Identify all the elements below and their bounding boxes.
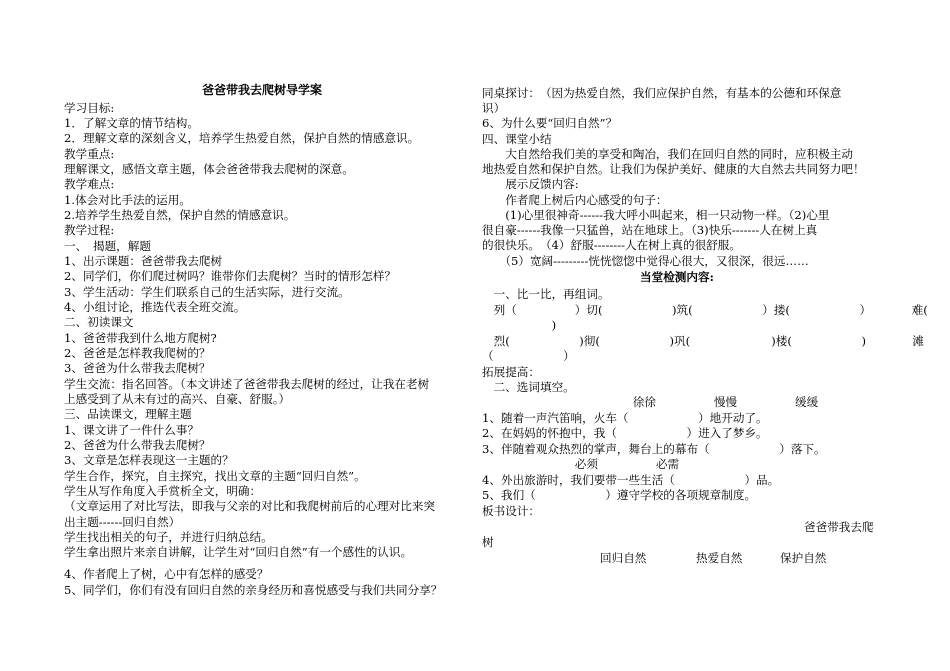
board-title-cont: 树 <box>482 535 494 549</box>
left-line: 一、 揭题，解题 <box>64 239 151 253</box>
test-line: 拓展提高： <box>482 365 540 379</box>
left-line: 教学重点: <box>64 147 115 161</box>
left-line: 1、爸爸带我到什么地方爬树? <box>64 331 217 345</box>
left-line: 学生拿出照片来亲自讲解，让学生对“回归自然”有一个感性的认识。 <box>64 545 413 559</box>
right-line: 大自然给我们美的享受和陶冶，我们在回归自然的同时，应积极主动 <box>482 147 854 161</box>
left-line: 2、同学们，你们爬过树吗？谁带你们去爬树？当时的情形怎样？ <box>64 269 397 283</box>
right-line: 四、课堂小结 <box>482 132 552 146</box>
left-line: 3、文章是怎样表现这一主题的？ <box>64 453 234 467</box>
test-line: 必须 必需 <box>482 457 680 471</box>
left-line: 学习目标: <box>64 101 115 115</box>
doc-title: 爸爸带我去爬树导学案 <box>202 83 323 97</box>
left-line: 学生合作，探究，自主探究，找出文章的主题“回归自然”。 <box>64 469 366 483</box>
right-line: 6、为什么要“回归自然”？ <box>482 116 618 130</box>
left-line: 3、爸爸为什么带我去爬树？ <box>64 361 211 375</box>
right-line: 地热爱自然和保护自然。让我们为保护美好、健康的大自然去共同努力吧！ <box>482 162 865 176</box>
left-line: 4、作者爬上了树，心中有怎样的感受？ <box>64 567 269 581</box>
left-line: 2.培养学生热爱自然，保护自然的情感意识。 <box>64 208 296 222</box>
left-line: （文章运用了对比写法，即我与父亲的对比和我爬树前后的心理对比来突 <box>64 499 436 513</box>
left-line: 1、课文讲了一件什么事？ <box>64 423 199 437</box>
right-line: 很自豪------我像一只猛兽，站在地球上。（3)快乐-------人在树上真 <box>482 223 818 237</box>
test-line: 列（ ）切( )筑( ）搂( ） 难( <box>482 303 928 317</box>
left-line: 2．理解文章的深刻含义，培养学生热爱自然，保护自然的情感意识。 <box>64 131 420 145</box>
left-line: 1、出示课题：爸爸带我去爬树 <box>64 254 223 268</box>
left-line: 教学难点: <box>64 177 115 191</box>
board-item: 回归自然 <box>600 551 647 565</box>
right-line: 同桌探讨： （因为热爱自然，我们应保护自然，有基本的公德和环保意 <box>482 86 842 100</box>
test-line: 徐徐 慢慢 缓缓 <box>482 395 819 409</box>
left-line: 1.体会对比手法的运用。 <box>64 193 191 207</box>
left-line: 上感受到了从未有过的高兴、自豪、舒服。） <box>64 392 291 406</box>
left-line: 2、爸爸是怎样教我爬树的？ <box>64 346 211 360</box>
board-item: 热爱自然 <box>696 551 743 565</box>
left-line: 4、小组讨论，推选代表全班交流。 <box>64 300 246 314</box>
left-line: 学生交流：指名回答。（本文讲述了爸爸带我去爬树的经过，让我在老树 <box>64 377 430 391</box>
test-line: 烈( )彻( )巩( )楼( ) 滩 <box>482 334 924 348</box>
right-line: 的很快乐。 （4）舒服--------人在树上真的很舒服。 <box>482 238 741 252</box>
board-item: 保护自然 <box>780 551 827 565</box>
test-line: （ ） <box>482 349 575 363</box>
test-line: 5、我们（ ）遵守学校的各项规章制度。 <box>482 488 757 502</box>
right-line: 展示反馈内容: <box>482 177 579 191</box>
left-line: 三、品读课文，理解主题 <box>64 407 192 421</box>
test-line: 1、随着一声汽笛响，火车（ ）地开动了。 <box>482 411 768 425</box>
test-heading: 当堂检测内容: <box>640 270 714 284</box>
left-line: 理解课文，感悟文章主题，体会爸爸带我去爬树的深意。 <box>64 162 354 176</box>
left-line: 出主题------回归自然） <box>64 515 181 529</box>
test-line: 一、比一比，再组词。 <box>482 287 610 301</box>
test-line: 4、外出旅游时，我们要带一些生活（ ）品。 <box>482 473 780 487</box>
right-line: 作者爬上树后内心感受的句子： <box>482 193 668 207</box>
left-line: 1．了解文章的情节结构。 <box>64 116 199 130</box>
test-line: 二、选词填空。 <box>482 380 575 394</box>
left-line: 5、同学们，你们有没有回归自然的亲身经历和喜悦感受与我们共同分享？ <box>64 583 443 597</box>
board-title: 爸爸带我去爬 <box>804 520 874 534</box>
test-line: 2、在妈妈的怀抱中，我（ ）进入了梦乡。 <box>482 426 768 440</box>
right-line: (1)心里很神奇------我大呼小叫起来，相一只动物一样。（2)心里 <box>482 208 830 222</box>
left-line: 3、学生活动：学生们联系自己的生活实际，进行交流。 <box>64 285 350 299</box>
left-line: 教学过程: <box>64 223 115 237</box>
right-line: 识） <box>482 101 506 115</box>
test-line: ) <box>482 318 557 332</box>
right-line: （5）宽阔---------恍恍惚惚中觉得心很大，又很深，很远…… <box>482 254 809 268</box>
left-line: 2、爸爸为什么带我去爬树？ <box>64 438 211 452</box>
left-line: 学生从写作角度入手赏析全文，明确： <box>64 484 262 498</box>
test-line: 板书设计： <box>482 504 540 518</box>
left-line: 二、初读课文 <box>64 315 134 329</box>
left-line: 学生找出相关的句子，并进行归纳总结。 <box>64 530 273 544</box>
test-line: 3、伴随着观众热烈的掌声，舞台上的幕布（ ）落下。 <box>482 442 826 456</box>
